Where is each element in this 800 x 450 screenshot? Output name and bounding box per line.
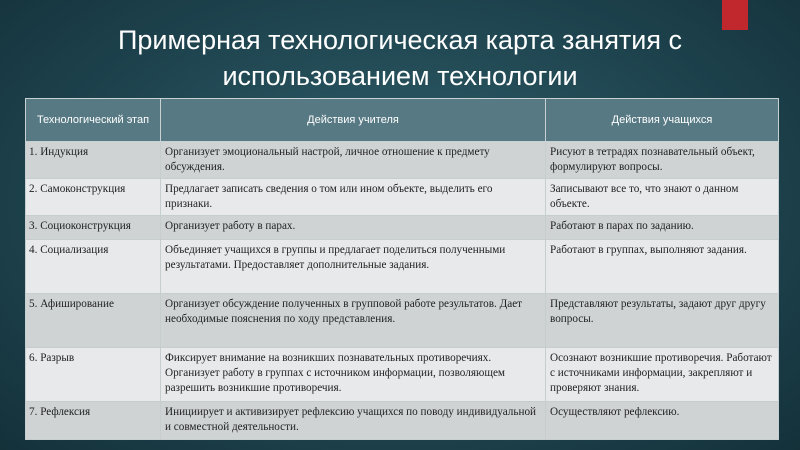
teacher-cell: Предлагает записать сведения о том или ином объекте, выделить его признаки. [161, 179, 546, 216]
tech-map-table [25, 98, 779, 440]
header-student-actions: Действия учащихся [546, 99, 779, 142]
header-stage: Технологический этап [26, 99, 161, 142]
table-row [26, 402, 779, 440]
teacher-cell: Фиксирует внимание на возникших познавательных противоречиях. Организует работу в группах с источником информации, позволяющем разрешить возникшие противоречия. [161, 348, 546, 402]
slide-title-line-2: использованием технологии [222, 61, 578, 91]
table-row [26, 142, 779, 179]
stage-cell: 4. Социализация [26, 240, 161, 294]
students-cell: Осуществляют рефлексию. [546, 402, 779, 440]
table-row [26, 216, 779, 240]
students-cell: Представляют результаты, задают друг другу вопросы. [546, 294, 779, 348]
stage-cell: 5. Афиширование [26, 294, 161, 348]
teacher-cell: Организует работу в парах. [161, 216, 546, 240]
stage-cell: 3. Социоконструкция [26, 216, 161, 240]
students-cell: Записывают все то, что знают о данном объекте. [546, 179, 779, 216]
stage-cell: 2. Самоконструкция [26, 179, 161, 216]
table-header-row [26, 99, 779, 142]
students-cell: Работают в парах по заданию. [546, 216, 779, 240]
table-row [26, 179, 779, 216]
table-row [26, 240, 779, 294]
header-teacher-actions: Действия учителя [161, 99, 546, 142]
slide-title-line-1: Примерная технологическая карта занятия с [117, 25, 683, 55]
slide-title [0, 22, 800, 94]
teacher-cell: Организует обсуждение полученных в групповой работе результатов. Дает необходимые пояснения по ходу представления. [161, 294, 546, 348]
stage-cell: 1. Индукция [26, 142, 161, 179]
teacher-cell: Инициирует и активизирует рефлексию учащихся по поводу индивидуальной и совместной деятельности. [161, 402, 546, 440]
table-row [26, 294, 779, 348]
students-cell: Осознают возникшие противоречия. Работают с источниками информации, закрепляют и проверяют знания. [546, 348, 779, 402]
table-row [26, 348, 779, 402]
students-cell: Работают в группах, выполняют задания. [546, 240, 779, 294]
teacher-cell: Объединяет учащихся в группы и предлагает поделиться полученными результатами. Предоставляет дополнительные задания. [161, 240, 546, 294]
students-cell: Рисуют в тетрадях познавательный объект, формулируют вопросы. [546, 142, 779, 179]
teacher-cell: Организует эмоциональный настрой, личное отношение к предмету обсуждения. [161, 142, 546, 179]
stage-cell: 6. Разрыв [26, 348, 161, 402]
stage-cell: 7. Рефлексия [26, 402, 161, 440]
